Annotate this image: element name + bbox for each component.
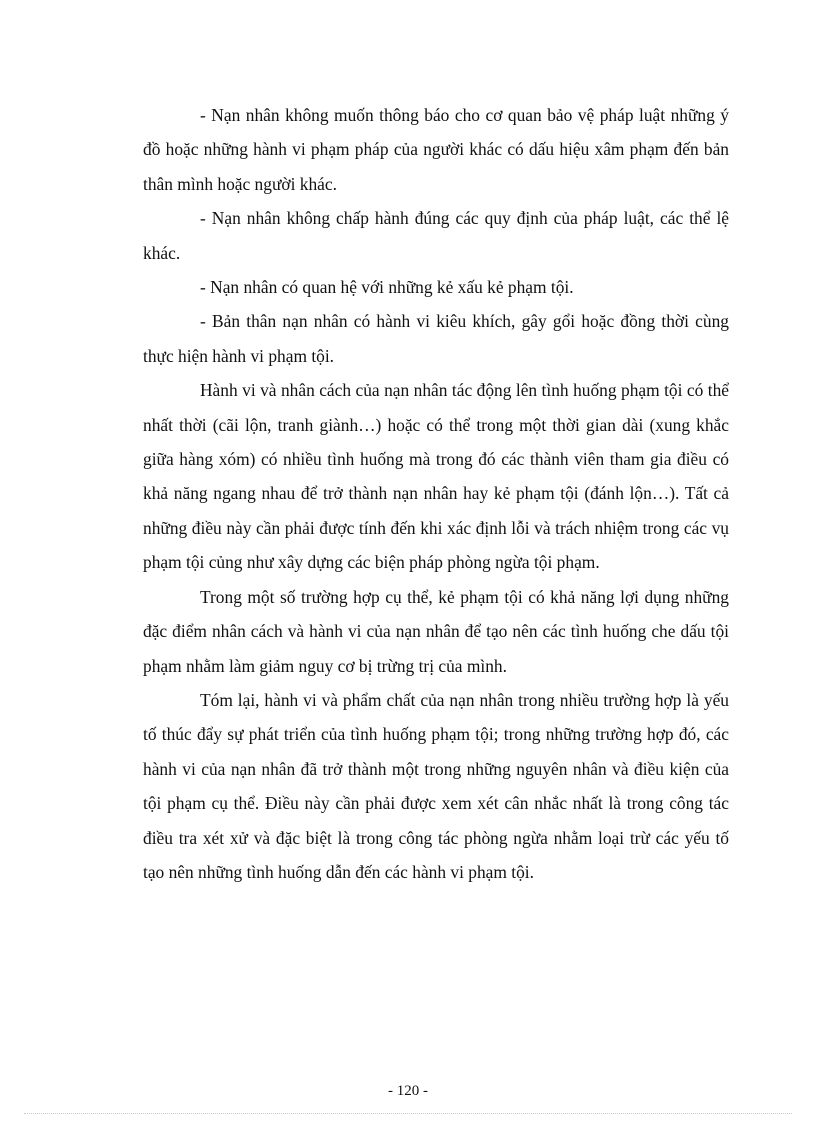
footer-divider — [24, 1113, 792, 1114]
paragraph-bullet-4: - Bản thân nạn nhân có hành vi kiêu khích, gây gổi hoặc đồng thời cùng thực hiện hành vi phạm tội. — [143, 311, 729, 366]
paragraph-bullet-3: - Nạn nhân có quan hệ với những kẻ xấu kẻ phạm tội. — [200, 277, 574, 298]
page-number: - 120 - — [388, 1083, 428, 1099]
paragraph-bullet-1: - Nạn nhân không muốn thông báo cho cơ quan bảo vệ pháp luật những ý đồ hoặc những hành vi phạm pháp của người khác có dấu hiệu xâm phạm đến bản thân mình hoặc người khác. — [143, 105, 729, 194]
paragraph-offender-exploit: Trong một số trường hợp cụ thể, kẻ phạm tội có khả năng lợi dụng những đặc điểm nhân cách và hành vi của nạn nhân để tạo nên các tình huống che dấu tội phạm nhằm làm giảm nguy cơ bị trừng trị của mình. — [143, 586, 729, 676]
paragraph-behavior-impact: Hành vi và nhân cách của nạn nhân tác động lên tình huống phạm tội có thể nhất thời (cãi lộn, tranh giành…) hoặc có thể trong một thời gian dài (xung khắc giữa hàng xóm) có nhiều tình huống mà trong đó các thành viên tham gia điều có khả năng ngang nhau để trở thành nạn nhân hay kẻ phạm tội (đánh lộn…). Tất cả những điều này cần phải được tính đến khi xác định lỗi và trách nhiệm trong các vụ phạm tội củng như xây dựng các biện pháp phòng ngừa tội phạm. — [143, 380, 729, 573]
paragraph-bullet-2: - Nạn nhân không chấp hành đúng các quy định của pháp luật, các thể lệ khác. — [143, 208, 729, 263]
paragraph-conclusion: Tóm lại, hành vi và phẩm chất của nạn nhân trong nhiều trường hợp là yếu tố thúc đẩy sự phát triển của tình huống phạm tội; trong những trường hợp đó, các hành vi của nạn nhân đã trở thành một trong những nguyên nhân và điều kiện của tội phạm cụ thể. Điều này cần phải được xem xét cân nhắc nhất là trong công tác điều tra xét xử và đặc biệt là trong công tác phòng ngừa nhằm loại trừ các yếu tố tạo nên những tình huống dẫn đến các hành vi phạm tội. — [143, 689, 729, 882]
body-text — [143, 98, 729, 889]
